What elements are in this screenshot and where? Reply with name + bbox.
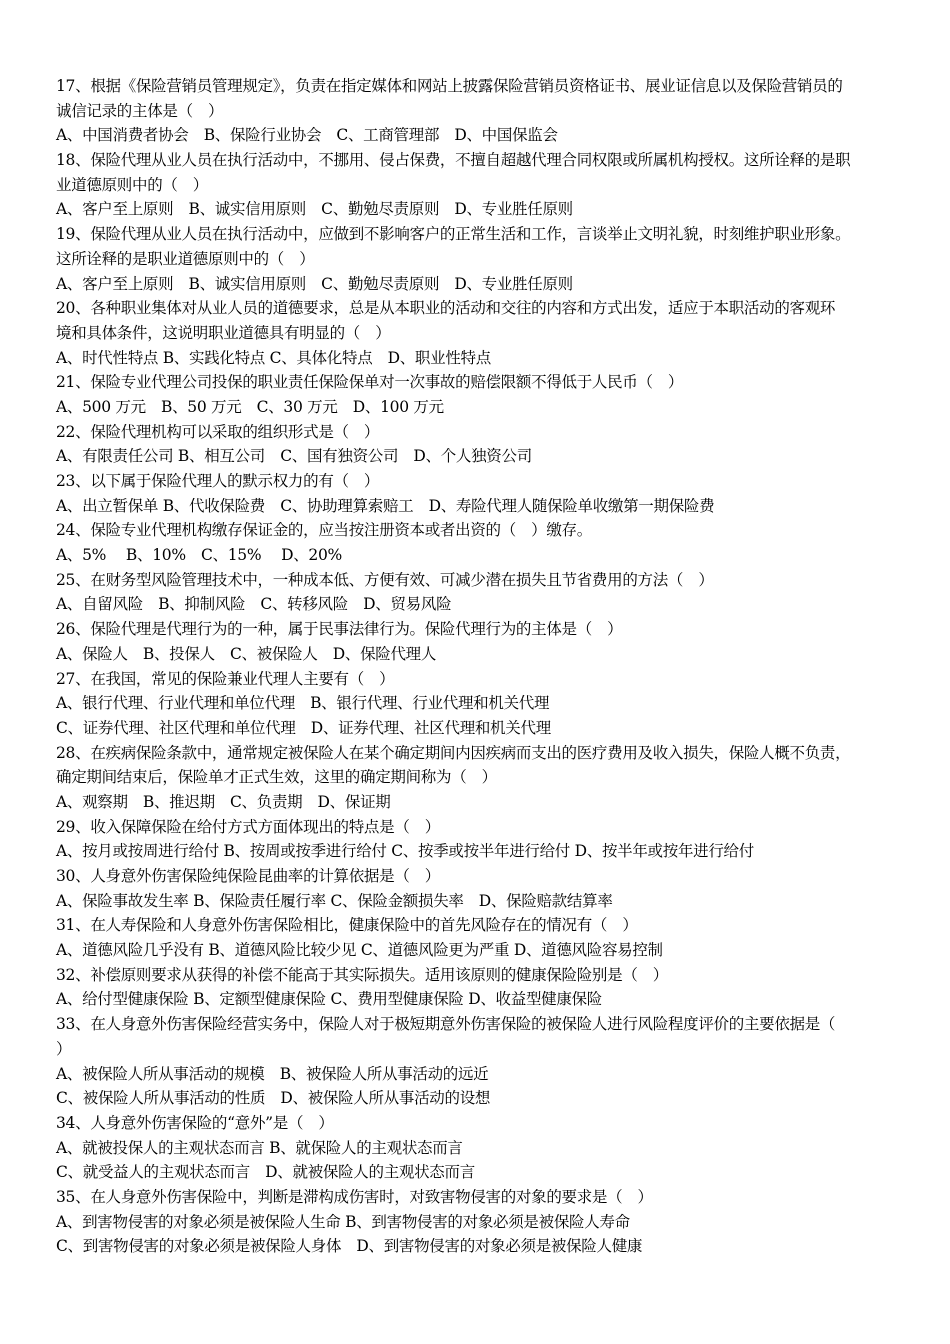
question-32-text: 32、补偿原则要求从获得的补偿不能高于其实际损失。适用该原则的健康保险险别是（ ） [56,965,668,984]
question-18-options: A、客户至上原则 B、诚实信用原则 C、勤勉尽责原则 D、专业胜任原则 [56,200,573,219]
question-17-text-cont: 诚信记录的主体是（ ） [56,101,224,120]
question-33-options-ab: A、被保险人所从事活动的规模 B、被保险人所从事活动的远近 [56,1064,489,1083]
question-22-options: A、有限责任公司 B、相互公司 C、国有独资公司 D、个人独资公司 [56,447,532,466]
question-24-text: 24、保险专业代理机构缴存保证金的，应当按注册资本或者出资的（ ）缴存。 [56,521,592,540]
question-27-text: 27、在我国，常见的保险兼业代理人主要有（ ） [56,669,395,688]
question-17-options: A、中国消费者协会 B、保险行业协会 C、工商管理部 D、中国保监会 [56,126,558,145]
question-33-options-cd: C、被保险人所从事活动的性质 D、被保险人所从事活动的设想 [56,1089,491,1108]
question-24-options: A、5% B、10% C、15% D、20% [56,546,342,565]
question-33-text: 33、在人身意外伤害保险经营实务中，保险人对于极短期意外伤害保险的被保险人进行风险程度评价的主要依据是（ [56,1015,836,1034]
question-19-options: A、客户至上原则 B、诚实信用原则 C、勤勉尽责原则 D、专业胜任原则 [56,274,573,293]
question-30-text: 30、人身意外伤害保险纯保险昆曲率的计算依据是（ ） [56,867,440,885]
question-33-text-cont: ） [56,1039,72,1058]
question-27-options-ab: A、银行代理、行业代理和单位代理 B、银行代理、行业代理和机关代理 [56,694,550,713]
question-23-options: A、出立暂保单 B、代收保险费 C、协助理算索赔工 D、寿险代理人随保险单收缴第一期保险费 [56,496,715,515]
question-20-text-cont: 境和具体条件，这说明职业道德具有明显的（ ） [56,323,391,342]
question-31-options: A、道德风险几乎没有 B、道德风险比较少见 C、道德风险更为严重 D、道德风险容易控制 [56,941,663,960]
question-22-text: 22、保险代理机构可以采取的组织形式是（ ） [56,422,380,441]
question-20-options: A、时代性特点 B、实践化特点 C、具体化特点 D、职业性特点 [56,348,491,367]
question-31-text: 31、在人寿保险和人身意外伤害保险相比，健康保险中的首先风险存在的情况有（ ） [56,916,638,935]
question-25-options: A、自留风险 B、抑制风险 C、转移风险 D、贸易风险 [56,595,452,614]
question-23-text: 23、以下属于保险代理人的默示权力的有（ ） [56,472,380,490]
question-34-options-ab: A、就被投保人的主观状态而言 B、就保险人的主观状态而言 [56,1138,463,1157]
question-30-options: A、保险事故发生率 B、保险责任履行率 C、保险金额损失率 D、保险赔款结算率 [56,891,613,910]
question-19-text-cont: 这所诠释的是职业道德原则中的（ ） [56,249,315,268]
question-21-options: A、500 万元 B、50 万元 C、30 万元 D、100 万元 [56,397,444,416]
question-28-text-cont: 确定期间结束后，保险单才正式生效，这里的确定期间称为（ ） [56,768,497,787]
question-25-text: 25、在财务型风险管理技术中，一种成本低、方便有效、可减少潜在损失且节省费用的方法（ ） [56,570,714,589]
question-35-options-cd: C、到害物侵害的对象必须是被保险人身体 D、到害物侵害的对象必须是被保险人健康 [56,1237,643,1256]
question-29-options: A、按月或按周进行给付 B、按周或按季进行给付 C、按季或按半年进行给付 D、按半年或按年进行给付 [56,842,754,861]
question-26-options: A、保险人 B、投保人 C、被保险人 D、保险代理人 [56,644,437,663]
question-18-text-cont: 业道德原则中的（ ） [56,175,209,194]
question-35-text: 35、在人身意外伤害保险中，判断是滞构成伤害时，对致害物侵害的对象的要求是（ ） [56,1187,653,1206]
question-27-options-cd: C、证券代理、社区代理和单位代理 D、证券代理、社区代理和机关代理 [56,718,551,737]
question-28-text: 28、在疾病保险条款中，通常规定被保险人在某个确定期间内因疾病而支出的医疗费用及收入损失，保险人概不负责， [56,743,851,762]
question-34-text: 34、人身意外伤害保险的“意外”是（ ） [56,1113,334,1132]
question-35-options-ab: A、到害物侵害的对象必须是被保险人生命 B、到害物侵害的对象必须是被保险人寿命 [56,1212,630,1231]
question-28-options: A、观察期 B、推迟期 C、负责期 D、保证期 [56,792,391,811]
question-34-options-cd: C、就受益人的主观状态而言 D、就被保险人的主观状态而言 [56,1163,475,1182]
document-body [56,74,936,1259]
question-19-text: 19、保险代理从业人员在执行活动中，应做到不影响客户的正常生活和工作，言谈举止文明礼貌，时刻维护职业形象。 [56,225,851,244]
question-29-text: 29、收入保障保险在给付方式方面体现出的特点是（ ） [56,817,440,836]
question-17-text: 17、根据《保险营销员管理规定》，负责在指定媒体和网站上披露保险营销员资格证书、展业证信息以及保险营销员的 [56,77,843,95]
question-26-text: 26、保险代理是代理行为的一种，属于民事法律行为。保险代理行为的主体是（ ） [56,620,623,639]
question-21-text: 21、保险专业代理公司投保的职业责任保险保单对一次事故的赔偿限额不得低于人民币（ ） [56,373,684,392]
question-32-options: A、给付型健康保险 B、定额型健康保险 C、费用型健康保险 D、收益型健康保险 [56,990,602,1009]
question-18-text: 18、保险代理从业人员在执行活动中，不挪用、侵占保费，不擅自超越代理合同权限或所属机构授权。这所诠释的是职 [56,151,851,170]
question-20-text: 20、各种职业集体对从业人员的道德要求，总是从本职业的活动和交往的内容和方式出发，适应于本职活动的客观环 [56,299,836,318]
